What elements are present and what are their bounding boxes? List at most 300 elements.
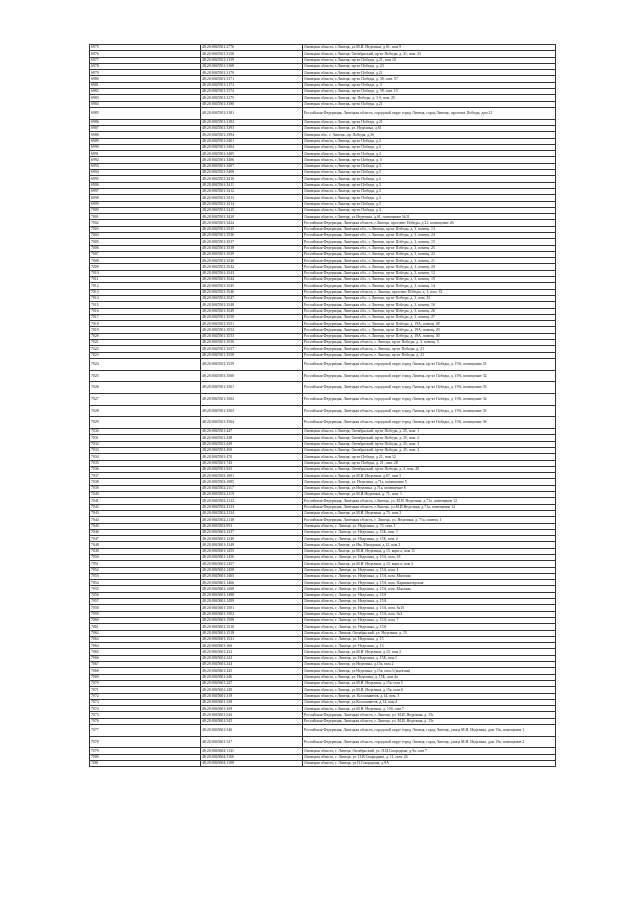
address-cell: Липецкая область, г.Липецк, пр-кт Победы, д. 21, пом. 28	[303, 460, 556, 466]
address-cell: Российская Федерация, Липецкая обл., г. Липецк, пр-кт Победы, д. 19А, помещ. 28	[303, 321, 556, 327]
cadastral-number-cell: 48:20:0045601:249	[201, 687, 303, 693]
cadastral-number-cell: 48:20:0045501:3424	[201, 220, 303, 226]
cadastral-number-cell: 48:20:0045501:3535	[201, 226, 303, 232]
row-number-cell: 7062	[90, 630, 201, 636]
cadastral-number-cell: 48:20:0045601:1457	[201, 561, 303, 567]
address-cell: Российская Федерация, Липецкая обл., г. Липецк, пр-кт Победы, д. 3, помещ. 21	[303, 258, 556, 264]
address-cell: Липецкая область, г.Липецк, пр-кт Победы, д.21, пом 10	[303, 57, 556, 63]
row-number-cell: 7073	[90, 699, 201, 705]
row-number-cell: 7013	[90, 289, 201, 295]
row-number-cell: 7000	[90, 207, 201, 213]
address-cell: Липецкая область, г. Липецк, ул. Неделина, д. 15А, пом. Магазин	[303, 586, 556, 592]
address-cell: Российская Федерация, Липецкая обл., г. Липецк, пр-кт Победы, д. 3, пом. 25	[303, 295, 556, 301]
row-number-cell: 7001	[90, 214, 201, 220]
row-number-cell: 7064	[90, 643, 201, 649]
row-number-cell: 7070	[90, 680, 201, 686]
row-number-cell: 7055	[90, 586, 201, 592]
cadastral-number-cell: 48:20:0045501:3551	[201, 321, 303, 327]
row-number-cell: 7077	[90, 725, 201, 737]
cadastral-number-cell: 48:20:0045601:546	[201, 725, 303, 737]
cadastral-number-cell: 48:20:0045601:1237	[201, 529, 303, 535]
cadastral-number-cell: 48:20:0045501:3540	[201, 258, 303, 264]
address-cell: Липецкая область, г.Липецк, Октябрьский, пр-кт Победы, д. 21, пом. 23	[303, 51, 556, 57]
address-cell: Российская Федерация, Липецкая обл., г. Липецк, пр-кт Победы, д. 3, помещ. 19	[303, 277, 556, 283]
cadastral-number-cell: 48:20:0045601:1249	[201, 542, 303, 548]
address-cell: Липецкая область, г.Липецк, пр. Победы, д. 3 б, пом. 25	[303, 95, 556, 101]
row-number-cell: 7040	[90, 492, 201, 498]
cadastral-number-cell: 48:20:0045601:1510	[201, 624, 303, 630]
address-cell: Российская Федерация, Липецкая обл., г. Липецк, пр-кт Победы, д. 3, помещ. 13	[303, 226, 556, 232]
address-cell: Липецкая область, г.Липецк, ул.М.И. Неделина, д.67, пом 3	[303, 473, 556, 479]
cadastral-number-cell: 48:20:0045601:1455	[201, 548, 303, 554]
address-cell: Липецкая область, г. Липецк, ул. Неделина, д. 73, пом. 1	[303, 523, 556, 529]
address-cell: Российская Федерация, Липецкая обл., г. Липецк, пр-кт Победы, д. 3, помещ. 24	[303, 233, 556, 239]
address-cell: Российская Федерация, Липецкая область, городской округ город Липецк, пр-кт Победы, д. 19А, помещение 31	[303, 358, 556, 370]
cadastral-number-cell: 48:20:0045501:3562	[201, 394, 303, 406]
cadastral-number-cell: 48:20:0045501:3536	[201, 233, 303, 239]
row-number-cell: 7043	[90, 510, 201, 516]
address-cell: Липецкая область, г.Липецк, ул.М.И. Неделина, д.15, корп.а, пом 11	[303, 548, 556, 554]
address-cell: Липецкая область, г.Липецк, пр-кт Победы, д. 3	[303, 82, 556, 88]
table-row	[90, 417, 556, 429]
row-number-cell: 7023	[90, 352, 201, 358]
address-cell: Липецкая область, г.Липецк, пр-кт Победы, д.3	[303, 144, 556, 150]
cadastral-number-cell: 48:20:0045604:1166	[201, 754, 303, 760]
address-cell: Липецкая область, г.Липецк, ул.Космонавтов, д.14, пом 4	[303, 699, 556, 705]
row-number-cell: 7033	[90, 447, 201, 453]
cadastral-number-cell: 48:20:0045501:3539	[201, 251, 303, 257]
row-number-cell: 7012	[90, 283, 201, 289]
address-cell: Липецкая область, г. Липецк, ул. Неделина, д. 15А, пом. 4	[303, 567, 556, 573]
row-number-cell: 7035	[90, 460, 201, 466]
cadastral-number-cell: 48:20:0045502:1001	[201, 473, 303, 479]
cadastral-number-cell: 48:20:0045501:3159	[201, 57, 303, 63]
cadastral-number-cell: 48:20:0045601:1498	[201, 592, 303, 598]
address-cell: Российская Федерация, Липецкая область, г. Липецк, проспект Победы, д. 3, пом. 33	[303, 289, 556, 295]
address-cell: Липецкая область, г.Липецк, пр-кт Победы, д.3	[303, 163, 556, 169]
row-number-cell: 7015	[90, 302, 201, 308]
row-number-cell: 7017	[90, 314, 201, 320]
row-number-cell: 7052	[90, 567, 201, 573]
address-cell: Липецкая область, г.Липецк, ул.Им. Мичурина, д.12, пом 2	[303, 542, 556, 548]
cadastral-number-cell: 48:20:0045501:450	[201, 447, 303, 453]
table-row	[90, 405, 556, 417]
cadastral-number-cell: 48:20:0045601:232	[201, 649, 303, 655]
address-cell: Российская Федерация, Липецкая область, городской округ город Липецк, пр-кт Победы, д. 19А, помещение 33	[303, 382, 556, 394]
address-cell: Российская Федерация, Липецкая область, г. Липецк, пр-кт Победы, д. 3, помещ. 5	[303, 340, 556, 346]
address-cell: Липецкая область, г.Липецк, пр-кт Победы, д.3	[303, 188, 556, 194]
cadastral-number-cell: 48:20:0045501:3546	[201, 289, 303, 295]
cadastral-number-cell: 48:20:0045501:3556	[201, 340, 303, 346]
row-number-cell: 7066	[90, 655, 201, 661]
address-cell: Липецкая область, г.Липецк, пр-кт Победы, д.3	[303, 201, 556, 207]
row-number-cell: 7042	[90, 504, 201, 510]
cadastral-number-cell: 48:20:0045601:1521	[201, 636, 303, 642]
table-row	[90, 394, 556, 406]
cadastral-number-cell: 48:20:0045501:3394	[201, 132, 303, 138]
row-number-cell: 7021	[90, 340, 201, 346]
address-cell: Российская Федерация, Липецкая область, городской округ город Липецк, город Липецк, улица М.И. Неделина, дом 15в, помещение 1	[303, 725, 556, 737]
row-number-cell: 6993	[90, 163, 201, 169]
address-cell: Липецкая область, г.Липецк, ул. Неделина, д.61	[303, 125, 556, 131]
address-cell: Российская Федерация, Липецкая обл., г. Липецк, пр-кт Победы, д. 3, помещ. 20	[303, 264, 556, 270]
cadastral-number-cell: 48:20:0045501:448	[201, 435, 303, 441]
cadastral-number-cell: 48:20:0045501:470	[201, 454, 303, 460]
row-number-cell: 7072	[90, 693, 201, 699]
address-cell: Липецкая область, г.Липецк, Октябрьский, пр-кт Победы, д. 25, пом. 1	[303, 429, 556, 435]
cadastral-number-cell: 48:20:0045601:1468	[201, 586, 303, 592]
address-cell: Липецкая область, г.Липецк, Октябрьский, пр-кт Победы, д. 25, пом. 2	[303, 435, 556, 441]
table-row	[90, 382, 556, 394]
address-cell: Липецкая область, г. Липецк, ул. Неделина, д. 15Б, пом.1	[303, 655, 556, 661]
address-cell: Липецкая обл., г. Липецк, пр. Победы, д.3б	[303, 132, 556, 138]
row-number-cell: 7031	[90, 435, 201, 441]
cadastral-number-cell: 48:20:0045501:3561	[201, 382, 303, 394]
address-cell: Российская Федерация, Липецкая обл., г. Липецк, пр-кт Победы, д. 3, помещ. 26	[303, 308, 556, 314]
address-cell: Липецкая область, г. Липецк, ул.П.Смородина, д.9А	[303, 760, 556, 766]
row-number-cell: 7051	[90, 561, 201, 567]
row-number-cell: 6983	[90, 95, 201, 101]
cadastral-number-cell: 48:20:0045501:3550	[201, 314, 303, 320]
row-number-cell: 7048	[90, 542, 201, 548]
row-number-cell: 6997	[90, 188, 201, 194]
row-number-cell: 7014	[90, 295, 201, 301]
cadastral-number-cell: 48:20:0045601:242	[201, 655, 303, 661]
cadastral-number-cell: 48:20:0045501:3181	[201, 107, 303, 119]
address-cell: Липецкая область, г.Липецк, пр-кт Победы, д.3	[303, 138, 556, 144]
cadastral-number-cell: 48:20:0045501:3404	[201, 144, 303, 150]
cadastral-number-cell: 48:20:0045501:449	[201, 441, 303, 447]
cadastral-number-cell: 48:20:0045501:3538	[201, 245, 303, 251]
address-cell: Липецкая область, г.Липецк, пр-кт Победы, д.21, пом 12	[303, 454, 556, 460]
address-cell: Липецкая область, г.Липецк, ул.М.И. Неделина, д.15, пом 2	[303, 649, 556, 655]
row-number-cell: 6977	[90, 57, 201, 63]
row-number-cell: 7003	[90, 226, 201, 232]
cadastral-number-cell: 48:20:0045501:3549	[201, 308, 303, 314]
address-cell: Российская Федерация, Липецкая обл., г. Липецк, пр-кт Победы, д. 19А, помещ. 29	[303, 327, 556, 333]
cadastral-number-cell: 48:20:0045601:1502	[201, 611, 303, 617]
cadastral-number-cell: 48:20:0045501:3182	[201, 119, 303, 125]
address-cell: Липецкая область, г.Липецк, ул.М.И.Неделина, д. 71, пом. 1	[303, 492, 556, 498]
cadastral-number-cell: 48:20:0045601:244	[201, 662, 303, 668]
address-cell: Липецкая область, г.Липецк, ул.М.И. Неделина, д.75, пом 3	[303, 510, 556, 516]
row-number-cell: 7046	[90, 529, 201, 535]
address-cell: Липецкая область, г.Липецк, ул.Неделина, д.71а, помещение 6	[303, 485, 556, 491]
register-table-body	[90, 45, 556, 767]
address-cell: Липецкая область, г.Липецк, ул.Неделина, д.61, помещение №31	[303, 214, 556, 220]
row-number-cell: 6990	[90, 144, 201, 150]
address-cell: Липецкая область, г.Липецк, Октябрьский, пр-кт Победы, д. 3, пом. 20	[303, 466, 556, 472]
row-number-cell: 6986	[90, 119, 201, 125]
row-number-cell: 7079	[90, 748, 201, 754]
address-cell: Липецкая область, г.Липецк, ул.М.И. Неделина, д. 15б, пом 7	[303, 706, 556, 712]
cadastral-number-cell: 48:20:0045502:2119	[201, 492, 303, 498]
address-cell: Российская Федерация, Липецкая область, г. Липецк, ул. М.И. Неделина, д. 15г	[303, 712, 556, 718]
address-cell: Липецкая область, г.Липецк, пр-кт Победы, д.21	[303, 101, 556, 107]
address-cell: Липецкая область, г.Липецк, ул.М.И. Неделина, д.15а, пом 6	[303, 687, 556, 693]
row-number-cell: 7034	[90, 454, 201, 460]
address-cell: Российская Федерация, Липецкая обл., г. Липецк, пр-кт Победы, д. 19А, помещ. 30	[303, 333, 556, 339]
row-number-cell: 7078	[90, 736, 201, 748]
cadastral-number-cell: 48:20:0045501:3553	[201, 333, 303, 339]
address-cell: Российская Федерация, Липецкая область, городской округ город Липецк, пр-кт Победы, д. 19А, помещение 36	[303, 417, 556, 429]
cadastral-number-cell: 48:20:0045601:338	[201, 699, 303, 705]
cadastral-number-cell: 48:20:0045501:3552	[201, 327, 303, 333]
row-number-cell: 6980	[90, 76, 201, 82]
address-cell: Липецкая область, г.Липецк, ул. Неделина, д.71а, помещение 5	[303, 479, 556, 485]
cadastral-number-cell: 48:20:0045502:2134	[201, 510, 303, 516]
row-number-cell: 7037	[90, 473, 201, 479]
cadastral-number-cell: 48:20:0045501:3405	[201, 151, 303, 157]
cadastral-number-cell: 48:20:0045501:3411	[201, 182, 303, 188]
address-cell: Липецкая область, г. Липецк, Октябрьский, ул. П.И.Смородина, д.9а, пом 7	[303, 748, 556, 754]
row-number-cell: 7007	[90, 251, 201, 257]
row-number-cell: 6998	[90, 195, 201, 201]
cadastral-number-cell: 48:20:0045502:1085	[201, 479, 303, 485]
row-number-cell: 7029	[90, 417, 201, 429]
row-number-cell: 6992	[90, 157, 201, 163]
row-number-cell: 7006	[90, 245, 201, 251]
address-cell: Липецкая область, г.Липецк, пр-кт Победы, д.21	[303, 119, 556, 125]
address-cell: Липецкая область, г. Липецк, ул. Неделина, д. 15Б, пом. 2	[303, 536, 556, 542]
cadastral-number-cell: 48:20:0045501:3412	[201, 188, 303, 194]
address-cell: Липецкая область, г.Липецк, пр-кт Победы, д. 58, пом. 57	[303, 76, 556, 82]
row-number-cell: 7065	[90, 649, 201, 655]
cadastral-number-cell: 48:20:0045501:3557	[201, 346, 303, 352]
cadastral-number-cell: 48:20:0045501:743	[201, 460, 303, 466]
address-cell: Российская Федерация, Липецкая область, г.Липецк, ул.М.И.Неделина, д.71а, помещение 12	[303, 504, 556, 510]
row-number-cell: 7068	[90, 668, 201, 674]
row-number-cell: 7075	[90, 712, 201, 718]
cadastral-number-cell: 48:20:0045502:953	[201, 523, 303, 529]
row-number-cell: 7022	[90, 346, 201, 352]
cadastral-number-cell: 48:20:0045502:2122	[201, 498, 303, 504]
address-cell: Российская Федерация, Липецкая обл., г. Липецк, пр-кт Победы, д. 3, помещ. 16	[303, 302, 556, 308]
cadastral-number-cell: 48:20:0045501:3175	[201, 95, 303, 101]
table-row	[90, 107, 556, 119]
row-number-cell: 7044	[90, 517, 201, 523]
row-number-cell: 7002	[90, 220, 201, 226]
address-cell: Липецкая область, г. Липецк, ул. Неделина, д. 15А	[303, 592, 556, 598]
row-number-cell: 6975	[90, 45, 201, 51]
cadastral-number-cell: 48:20:0045501:3408	[201, 170, 303, 176]
address-cell: Российская Федерация, Липецкая обл., г. Липецк, пр-кт Победы, д. 3, помещ. 25	[303, 245, 556, 251]
row-number-cell: 7053	[90, 573, 201, 579]
address-cell: Российская Федерация, Липецкая обл., г. Липецк, пр-кт Победы, д. 3, помещ. 15	[303, 239, 556, 245]
address-cell: Липецкая область, г. Липецк, ул. П.И.Смородина, д. 11, пом. 24	[303, 754, 556, 760]
address-cell: Российская Федерация, Липецкая обл., г. Липецк, пр-кт Победы, д. 3, помещ. 14	[303, 283, 556, 289]
row-number-cell: 7050	[90, 555, 201, 561]
cadastral-number-cell: 48:20:0045501:3558	[201, 352, 303, 358]
row-number-cell: 7054	[90, 580, 201, 586]
cadastral-number-cell: 48:20:0045604:1188	[201, 760, 303, 766]
address-cell: Российская Федерация, Липецкая область, городской округ город Липецк, пр-кт Победы, д. 19А, помещение 32	[303, 370, 556, 382]
address-cell: Липецкая область, г. Липецк, ул. Неделина, д. 15Б, пом. 1	[303, 529, 556, 535]
cadastral-number-cell: 48:20:0045501:3559	[201, 358, 303, 370]
cadastral-number-cell: 48:20:0045501:3168	[201, 63, 303, 69]
row-number-cell: 7058	[90, 605, 201, 611]
row-number-cell: 7025	[90, 370, 201, 382]
address-cell: Российская Федерация, Липецкая обл., г. Липецк, пр-кт Победы, д. 3, помещ. 12	[303, 270, 556, 276]
address-cell: Липецкая область, г.Липецк, пр-кт Победы, д.3	[303, 176, 556, 182]
row-number-cell: 7019	[90, 327, 201, 333]
cadastral-number-cell: 48:20:0045601:319	[201, 693, 303, 699]
cadastral-number-cell: 48:20:0045601:439	[201, 706, 303, 712]
address-cell: Липецкая область, г. Липецк, ул. Неделина, д. 15А	[303, 599, 556, 605]
address-cell: Липецкая область, г.Липецк, ул.Неделина, д.15а, пом.3 (магазин)	[303, 668, 556, 674]
row-number-cell: 7074	[90, 706, 201, 712]
row-number-cell: 6991	[90, 151, 201, 157]
address-cell: Липецкая область, г.Липецк, пр-кт Победы, д.21	[303, 70, 556, 76]
cadastral-number-cell: 48:20:0045601:1499	[201, 599, 303, 605]
row-number-cell: 7041	[90, 498, 201, 504]
table-row	[90, 760, 556, 766]
row-number-cell: 7071	[90, 687, 201, 693]
cadastral-number-cell: 48:20:0045501:3393	[201, 125, 303, 131]
cadastral-number-cell: 48:20:0045601:547	[201, 736, 303, 748]
cadastral-number-cell: 48:20:0045601:245	[201, 668, 303, 674]
cadastral-number-cell: 48:20:0045501:3560	[201, 370, 303, 382]
cadastral-number-cell: 48:20:0045604:1141	[201, 748, 303, 754]
row-number-cell: 6987	[90, 125, 201, 131]
row-number-cell: 7063	[90, 636, 201, 642]
table-row	[90, 736, 556, 748]
row-number-cell: 7020	[90, 333, 201, 339]
address-cell: Липецкая область, г. Липецк, ул. Неделина, д. 15	[303, 636, 556, 642]
row-number-cell: 7004	[90, 233, 201, 239]
cadastral-number-cell: 48:20:0045501:3407	[201, 163, 303, 169]
row-number-cell: 6981	[90, 82, 201, 88]
address-cell: Российская Федерация, Липецкая обл., г. Липецк, пр-кт Победы, д. 3, помещ. 22	[303, 251, 556, 257]
address-cell: Липецкая область, г.Липецк, пр-кт Победы, д. 23	[303, 63, 556, 69]
row-number-cell: 7032	[90, 441, 201, 447]
cadastral-number-cell: 48:20:0045501:3170	[201, 70, 303, 76]
row-number-cell: 6994	[90, 170, 201, 176]
address-cell: Липецкая область, г.Липецк, ул.Неделина, д.15а, пом 2	[303, 662, 556, 668]
row-number-cell: 7026	[90, 382, 201, 394]
address-cell: Липецкая область, г.Липецк, пр-кт Победы, д.3	[303, 182, 556, 188]
cadastral-number-cell: 48:20:0045501:3542	[201, 264, 303, 270]
cadastral-number-cell: 48:20:0045601:1518	[201, 630, 303, 636]
address-cell: Российская Федерация, Липецкая область, городской округ город Липецк, город Липецк, улица М.И. Неделина, дом 15в, помещение 2	[303, 736, 556, 748]
cadastral-number-cell: 48:20:0045501:3420	[201, 214, 303, 220]
address-cell: Российская Федерация, Липецкая область, г.Липецк, проспект Победы, д.21, помещение 26	[303, 220, 556, 226]
cadastral-number-cell: 48:20:0045501:3563	[201, 405, 303, 417]
address-cell: Липецкая область, г. Липецк, ул. Неделина, д. 15А, пом. Парикмахерская	[303, 580, 556, 586]
row-number-cell: 7057	[90, 599, 201, 605]
cadastral-number-cell: 48:20:0045601:545	[201, 718, 303, 724]
cadastral-number-cell: 48:20:0045501:3564	[201, 417, 303, 429]
address-cell: Липецкая область, г. Липецк, ул. Неделина, д. 15А, пом. 7	[303, 617, 556, 623]
cadastral-number-cell: 48:20:0045601:1456	[201, 555, 303, 561]
table-row	[90, 370, 556, 382]
cadastral-number-cell: 48:20:0045501:3544	[201, 277, 303, 283]
row-number-cell: 7045	[90, 523, 201, 529]
row-number-cell: 7076	[90, 718, 201, 724]
cadastral-number-cell: 48:20:0045501:3410	[201, 176, 303, 182]
cadastral-number-cell: 48:20:0045601:246	[201, 674, 303, 680]
address-cell: Липецкая область, г.Липецк, Октябрьский, пр-кт Победы, д. 25, пом. 3	[303, 441, 556, 447]
address-cell: Липецкая область, г.Липецк, Октябрьский, пр-кт Победы, д. 25, пом. 4	[303, 447, 556, 453]
address-cell: Липецкая область, г.Липецк, пр-кт Победы, д.3	[303, 195, 556, 201]
address-cell: Российская Федерация, Липецкая область, городской округ город Липецк, город Липецк, проспект Победы, дом 21	[303, 107, 556, 119]
address-cell: Липецкая область, г. Липецк, ул. Неделина, д. 15А, пом. №2	[303, 611, 556, 617]
cadastral-number-cell: 48:20:0045601:1458	[201, 567, 303, 573]
row-number-cell: 7018	[90, 321, 201, 327]
cadastral-number-cell: 48:20:0045501:3413	[201, 195, 303, 201]
cadastral-number-cell: 48:20:0045501:3414	[201, 201, 303, 207]
address-cell: Липецкая область, г. Липецк, ул. Неделина, д. 15А, пом. Магазин	[303, 573, 556, 579]
address-cell: Липецкая область, г.Липецк, ул. Космонавтов, д.14, пом. 3	[303, 693, 556, 699]
cadastral-number-cell: 48:20:0045501:3415	[201, 207, 303, 213]
address-cell: Российская Федерация, Липецкая обл., г. Липецк, пр-кт Победы, д. 3, помещ. 27	[303, 314, 556, 320]
cadastral-number-cell: 48:20:0045601:166	[201, 643, 303, 649]
address-cell: Липецкая область, г.Липецк, ул.М.И. Неделина, д.61, пом 9	[303, 45, 556, 51]
address-cell: Липецкая область, г.Липецк, пр-кт Победы, д.3	[303, 170, 556, 176]
address-cell: Липецкая область, г. Липецк, ул. Неделина, д. 15А, пом. №15	[303, 605, 556, 611]
row-number-cell: 6976	[90, 51, 201, 57]
cadastral-number-cell: 48:20:0045601:1465	[201, 573, 303, 579]
row-number-cell: 6979	[90, 70, 201, 76]
row-number-cell: 7036	[90, 466, 201, 472]
cadastral-number-cell: 48:20:0045601:1501	[201, 605, 303, 611]
cadastral-number-cell: 48:20:0045601:1466	[201, 580, 303, 586]
row-number-cell: 7056	[90, 592, 201, 598]
cadastral-number-cell: 48:20:0045501:3548	[201, 302, 303, 308]
cadastral-number-cell: 48:20:0045601:1240	[201, 536, 303, 542]
row-number-cell: 7028	[90, 405, 201, 417]
row-number-cell: 7039	[90, 485, 201, 491]
row-number-cell: 6996	[90, 182, 201, 188]
row-number-cell: 7027	[90, 394, 201, 406]
cadastral-number-cell: 48:20:0045501:3537	[201, 239, 303, 245]
cadastral-number-cell: 48:20:0045501:2776	[201, 45, 303, 51]
row-number-cell: 7049	[90, 548, 201, 554]
address-cell: Липецкая область, г. Липецк, ул. Неделина, д. 15А	[303, 624, 556, 630]
row-number-cell: 6978	[90, 63, 201, 69]
address-cell: Липецкая область, г. Липецк, Октябрьский, ул. Неделина, д. 15	[303, 630, 556, 636]
address-cell: Российская Федерация, Липецкая область, г. Липецк, пр-кт Победы, д. 21	[303, 352, 556, 358]
cadastral-number-cell: 48:20:0045501:3171	[201, 76, 303, 82]
address-cell: Российская Федерация, Липецкая область, г. Липецк, ул. М.И. Неделина, д. 15г	[303, 718, 556, 724]
row-number-cell: 7024	[90, 358, 201, 370]
cadastral-number-cell: 48:20:0045501:3158	[201, 51, 303, 57]
row-number-cell: 7080	[90, 754, 201, 760]
row-number-cell: 7009	[90, 264, 201, 270]
cadastral-number-cell: 48:20:0045501:3547	[201, 295, 303, 301]
table-row	[90, 725, 556, 737]
cadastral-number-cell: 48:20:0045502:2133	[201, 504, 303, 510]
address-cell: Российская Федерация, Липецкая область, г. Липецк, ул. Неделина, д. 71а, помещ. 1	[303, 517, 556, 523]
row-number-cell: 7067	[90, 662, 201, 668]
row-number-cell: 7030	[90, 429, 201, 435]
row-number-cell: 7005	[90, 239, 201, 245]
cadastral-number-cell: 48:20:0045601:544	[201, 712, 303, 718]
address-cell: Липецкая область, г.Липецк, пр-кт Победы, д.3	[303, 207, 556, 213]
cadastral-number-cell: 48:20:0045501:3174	[201, 89, 303, 95]
row-number-cell: 7060	[90, 617, 201, 623]
row-number-cell: 6995	[90, 176, 201, 182]
row-number-cell: 6984	[90, 101, 201, 107]
cadastral-number-cell: 48:20:0045502:2138	[201, 517, 303, 523]
row-number-cell: 6989	[90, 138, 201, 144]
row-number-cell: 6988	[90, 132, 201, 138]
cadastral-number-cell: 48:20:0045501:3406	[201, 157, 303, 163]
row-number-cell: 6982	[90, 89, 201, 95]
address-cell: Российская Федерация, Липецкая область, городской округ город Липецк, пр-кт Победы, д. 19А, помещение 35	[303, 405, 556, 417]
row-number-cell: 7047	[90, 536, 201, 542]
cadastral-number-cell: 48:20:0045501:3545	[201, 283, 303, 289]
